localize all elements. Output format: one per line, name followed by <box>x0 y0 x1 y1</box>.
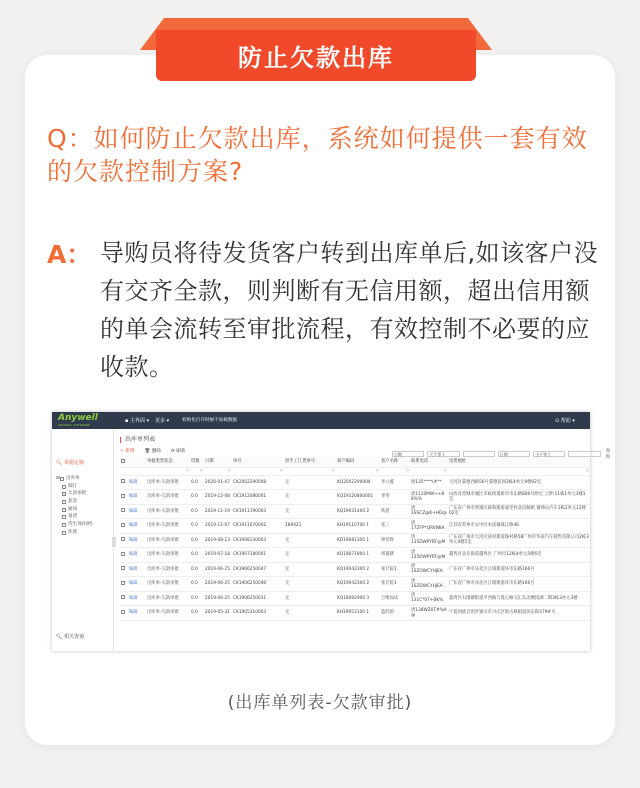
table-cell: 唐135DWPYRT@M <box>410 548 448 563</box>
edit-link[interactable]: 编辑 <box>128 533 146 548</box>
table-cell: 无 <box>284 490 336 505</box>
column-header[interactable]: 日期 <box>204 457 232 467</box>
table-cell: 2020-01-07 <box>204 475 232 490</box>
row-checkbox[interactable] <box>121 479 125 483</box>
sidebar-doc-custom[interactable]: 🔍︎ 单据定制 <box>56 460 84 466</box>
table-cell: 万维加试 <box>380 591 410 606</box>
tree-item[interactable]: 制订 <box>56 483 93 491</box>
checkbox[interactable] <box>62 508 66 512</box>
checkbox[interactable] <box>62 523 66 527</box>
table-cell: 周谨耕 <box>380 548 410 563</box>
table-cell: KQ19042300 2 <box>336 577 380 592</box>
table-cell: 唐138WZ0T#%A @ <box>410 606 448 621</box>
row-checkbox[interactable] <box>121 581 125 585</box>
table-row[interactable] <box>120 577 590 592</box>
table-cell: 荔湾区石围塘街道平西路与菱心路交汇东北侧园湖二期3栋3单元3楼 <box>448 591 590 606</box>
checkbox[interactable] <box>62 515 66 519</box>
edit-link[interactable]: 编辑 <box>128 504 146 519</box>
table-cell: 0.0 <box>190 519 204 534</box>
table-cell: KQ19042300 2 <box>336 562 380 577</box>
table-cell: 出库单-欠款审批 <box>146 606 190 621</box>
edit-link[interactable]: 编辑 <box>128 490 146 505</box>
nav-init-option[interactable]: 初始化打开时候不加载数据 <box>182 418 238 423</box>
row-checkbox[interactable] <box>121 610 125 614</box>
table-row[interactable] <box>120 504 590 519</box>
table-cell: 出库单-欠款审批 <box>146 533 190 548</box>
table-cell: 铁恩 <box>380 504 410 519</box>
table-cell: 0.0 <box>190 548 204 563</box>
table-cell: 张计院1 <box>380 577 410 592</box>
table-cell: CK1906250046 <box>232 577 284 592</box>
column-header[interactable]: 单据类型状态 <box>146 457 190 467</box>
table-cell: 广东省广州市从化区江埔街道环市东路166号 <box>448 562 590 577</box>
edit-link[interactable]: 编辑 <box>128 562 146 577</box>
filter-icon[interactable]: ▽ <box>331 468 335 474</box>
table-cell: 无 <box>284 577 336 592</box>
column-header[interactable]: 联系电话 <box>410 457 448 467</box>
column-header[interactable]: 客户名称 <box>380 457 410 467</box>
nav-more[interactable]: 更多 ▾ <box>155 418 170 424</box>
table-cell: 无 <box>284 606 336 621</box>
table-cell: 李立鑫 <box>380 475 410 490</box>
edit-link[interactable]: 编辑 <box>128 475 146 490</box>
table-cell: 0.0 <box>190 490 204 505</box>
table-cell: 0.0 <box>190 504 204 519</box>
table-row[interactable] <box>120 548 590 563</box>
table-cell: 出库单-欠款审批 <box>146 548 190 563</box>
table-cell: 出库单-欠款审批 <box>146 591 190 606</box>
filter-icon[interactable]: ▽ <box>227 468 231 474</box>
add-button[interactable]: + 新增 <box>120 449 135 454</box>
table-cell: 0.0 <box>190 591 204 606</box>
column-header[interactable]: 单号 <box>232 457 284 467</box>
select-all-checkbox[interactable] <box>121 459 125 463</box>
table-cell: 唐135****(#** <box>410 475 448 490</box>
column-filter-row <box>120 467 590 475</box>
edit-link[interactable]: 编辑 <box>128 591 146 606</box>
table-cell: 出库单-欠款审批 <box>146 577 190 592</box>
table-cell: 无 <box>284 533 336 548</box>
table-header-row <box>120 457 590 467</box>
sidebar-tree <box>56 475 93 537</box>
table-cell: 无 <box>284 504 336 519</box>
figure-caption: (出库单列表-欠款审批) <box>227 693 413 713</box>
delete-button[interactable]: 🗑 删除 <box>144 449 161 454</box>
nav-main[interactable]: ▪ 主界面 ▾ <box>125 418 150 424</box>
table-cell: 天河区棠德西路56号棠德花园3栋4单元9楼02室 <box>448 475 590 490</box>
table-cell: 2019-05-31 <box>204 606 232 621</box>
table-cell: 2019-11-19 <box>204 504 232 519</box>
table-row[interactable] <box>120 475 590 490</box>
table-cell: 2019-06-25 <box>204 577 232 592</box>
checkbox[interactable] <box>62 485 66 489</box>
table-cell: 出库单-欠款审批 <box>146 475 190 490</box>
table-cell: 山西省晋城市城区市政街道新市市东路806号附近 云梦山1栋1单元3楼1室 <box>448 490 590 505</box>
checkbox[interactable] <box>62 531 66 535</box>
filter-icon[interactable]: ▽ <box>375 468 379 474</box>
filter-icon[interactable]: ▽ <box>185 468 189 474</box>
table-cell: CK1908130003 <box>232 533 284 548</box>
table-cell: 张三 <box>380 519 410 534</box>
filter-op-1[interactable]: 大于等于 <box>427 451 459 457</box>
checkbox[interactable] <box>60 477 64 481</box>
table-cell: KQ19031400 2 <box>336 504 380 519</box>
table-cell: 唐17ZFP*QRVNKA <box>410 519 448 534</box>
table-cell: 出库单-欠款审批 <box>146 504 190 519</box>
table-cell: 2019-12-08 <box>204 490 232 505</box>
table-cell: 2019-06-25 <box>204 591 232 606</box>
tree-item[interactable]: 获签 <box>56 498 93 506</box>
table-cell: 广东省广州市天河区冼村街道珠村路58广州市华南汽车销售有限公司2栋3单元4楼1室 <box>448 533 590 548</box>
table-row[interactable] <box>120 591 590 606</box>
table-cell: 钟荣辉 <box>380 533 410 548</box>
table-cell: 0.0 <box>190 606 204 621</box>
filter-field-2[interactable]: 日期 <box>498 451 530 457</box>
table-cell: 唐135DWPYRT@M <box>410 533 448 548</box>
table-cell: KQ19071800 1 <box>336 548 380 563</box>
question-text: Q：如何防止欠款出库，系统如何提供一套有效的欠款控制方案? <box>47 124 588 186</box>
title-banner <box>140 18 492 81</box>
table-cell: CK1907180001 <box>232 548 284 563</box>
edit-link[interactable]: 编辑 <box>128 519 146 534</box>
row-checkbox[interactable] <box>121 494 125 498</box>
table-cell: 唐1SZOWCYHJEA <box>410 577 448 592</box>
edit-link[interactable]: 编辑 <box>128 606 146 621</box>
row-checkbox[interactable] <box>121 537 125 541</box>
table-cell: 出库单-欠款审批 <box>146 562 190 577</box>
row-checkbox[interactable] <box>121 552 125 556</box>
table-row[interactable] <box>120 562 590 577</box>
table-cell: CK1911070002 <box>232 519 284 534</box>
filter-op-2[interactable]: 小于等于 <box>533 451 565 457</box>
table-cell: CK1906250031 <box>232 591 284 606</box>
table-cell: CK1911190003 <box>232 504 284 519</box>
checkbox[interactable] <box>62 500 66 504</box>
row-checkbox[interactable] <box>121 566 125 570</box>
answer-text: 导购员将待发货客户转到出库单后,如该客户没有交齐全款，则判断有无信用额，超出信用额的单会流转至审批流程，有效控制不必要的应收款。 <box>100 239 599 381</box>
column-header[interactable]: 客户编码 <box>336 457 380 467</box>
erp-screenshot <box>52 412 611 651</box>
table-cell: KH19110700 1 <box>336 519 380 534</box>
table-cell: 越秀区北京街道越秀区 广州市12栋4单元5楼6室 <box>448 548 590 563</box>
table-cell: KQ2002290004 <box>336 475 380 490</box>
banner-title: 防止欠款出库 <box>156 30 476 81</box>
table-cell: 唐1120MW++B 8%% <box>410 490 448 505</box>
tree-item[interactable]: 备货 <box>56 513 93 521</box>
table-cell: 无 <box>284 548 336 563</box>
column-header[interactable]: 送货地址 <box>448 457 590 467</box>
table-cell: 2019-06-25 <box>204 562 232 577</box>
filter-icon[interactable]: ▽ <box>199 468 203 474</box>
logo: Anywell ANYWELL SOFTWARE <box>58 413 98 427</box>
table-cell: 广东省广州市黄埔区联和街道嘉里村北房鲸鸥 镇坤山汽车1栋2单元12楼02室 <box>448 504 590 519</box>
table-cell: 出库单-欠款审批 <box>146 519 190 534</box>
tree-item[interactable]: 通知 <box>56 506 93 514</box>
edit-link[interactable]: 编辑 <box>128 548 146 563</box>
table-cell: 江苏省苏州市吴中区木渎镇珠江路46 <box>448 519 590 534</box>
table-cell: 2019-11-07 <box>204 519 232 534</box>
query-button[interactable]: 查询 <box>605 449 611 460</box>
tree-item-selected[interactable]: 欠款审批 <box>56 490 93 498</box>
table-cell: 2019-08-13 <box>204 533 232 548</box>
table-row[interactable] <box>120 533 590 548</box>
table-cell: CK1906250047 <box>232 562 284 577</box>
table-cell: CK2002290008 <box>232 475 284 490</box>
top-bar <box>52 412 590 429</box>
column-header[interactable] <box>128 457 146 467</box>
checkbox[interactable] <box>62 492 66 496</box>
table-row[interactable] <box>120 606 590 621</box>
toolbar <box>120 448 185 454</box>
related-query[interactable]: 🔍︎ 相关查询 <box>56 634 84 640</box>
tree-item[interactable]: 作废 <box>56 529 93 537</box>
filter-icon[interactable]: ▽ <box>585 468 589 474</box>
refresh-button[interactable]: ⟳ 刷新 <box>170 449 186 454</box>
table-cell: 唐1SSCZ@K+HD@ <box>410 504 448 519</box>
table-cell: KQ19120800001 <box>336 490 380 505</box>
page-title: 出库单列表 <box>120 437 155 443</box>
table-cell: 0.0 <box>190 577 204 592</box>
table-cell: 蓝的的 <box>380 606 410 621</box>
column-header[interactable]: 原手工订货单号 <box>284 457 336 467</box>
table-cell: 广东省广州市从化区江埔街道环市东路166号 <box>448 577 590 592</box>
search-icon: 🔍︎ <box>56 634 64 640</box>
filter-icon[interactable]: ▽ <box>443 468 447 474</box>
main-panel <box>118 429 611 651</box>
help-menu[interactable]: ⊙ 帮助 ▾ <box>555 418 575 424</box>
tree-item-root[interactable]: ⊟ 出库单 <box>56 476 80 481</box>
table-cell: 189421 <box>284 519 336 534</box>
row-checkbox[interactable] <box>121 508 125 512</box>
filter-icon[interactable]: ▽ <box>405 468 409 474</box>
table-cell: 李华 <box>380 490 410 505</box>
filter-icon[interactable]: ▽ <box>279 468 283 474</box>
row-checkbox[interactable] <box>121 523 125 527</box>
table-cell: CK1912080001 <box>232 490 284 505</box>
column-header[interactable]: 印数 <box>190 457 204 467</box>
outbound-table <box>120 457 590 621</box>
table-row[interactable] <box>120 519 590 534</box>
table-row[interactable] <box>120 490 590 505</box>
table-cell: 唐1SZOWCYHJEA <box>410 562 448 577</box>
tree-item[interactable]: 待生效/回档 <box>56 521 93 529</box>
table-cell: 0.0 <box>190 562 204 577</box>
table-cell: 唐131C*07+BK% <box>410 591 448 606</box>
table-cell: 2019-07-18 <box>204 548 232 563</box>
table-cell: 宁夏回族自治区银川市兴庆区银古路街道滨东街479#号 <box>448 606 590 621</box>
sidebar-collapse-handle[interactable] <box>112 537 116 547</box>
edit-link[interactable]: 编辑 <box>128 577 146 592</box>
table-cell: 出库单-欠款审批 <box>146 490 190 505</box>
table-cell: KH19053100 1 <box>336 606 380 621</box>
table-cell: CK1905310003 <box>232 606 284 621</box>
filter-field-1[interactable]: 日期 <box>392 451 424 457</box>
table-cell: 无 <box>284 475 336 490</box>
search-icon: 🔍︎ <box>56 460 64 466</box>
table-cell: 无 <box>284 591 336 606</box>
table-cell: KD19081300 1 <box>336 533 380 548</box>
table-cell: 无 <box>284 562 336 577</box>
answer-mark: A： <box>47 240 92 269</box>
table-cell: 张计院1 <box>380 562 410 577</box>
table-cell: 0.0 <box>190 475 204 490</box>
row-checkbox[interactable] <box>121 595 125 599</box>
table-cell: KQ18092900 3 <box>336 591 380 606</box>
sidebar <box>52 429 114 651</box>
table-cell: 0.0 <box>190 533 204 548</box>
